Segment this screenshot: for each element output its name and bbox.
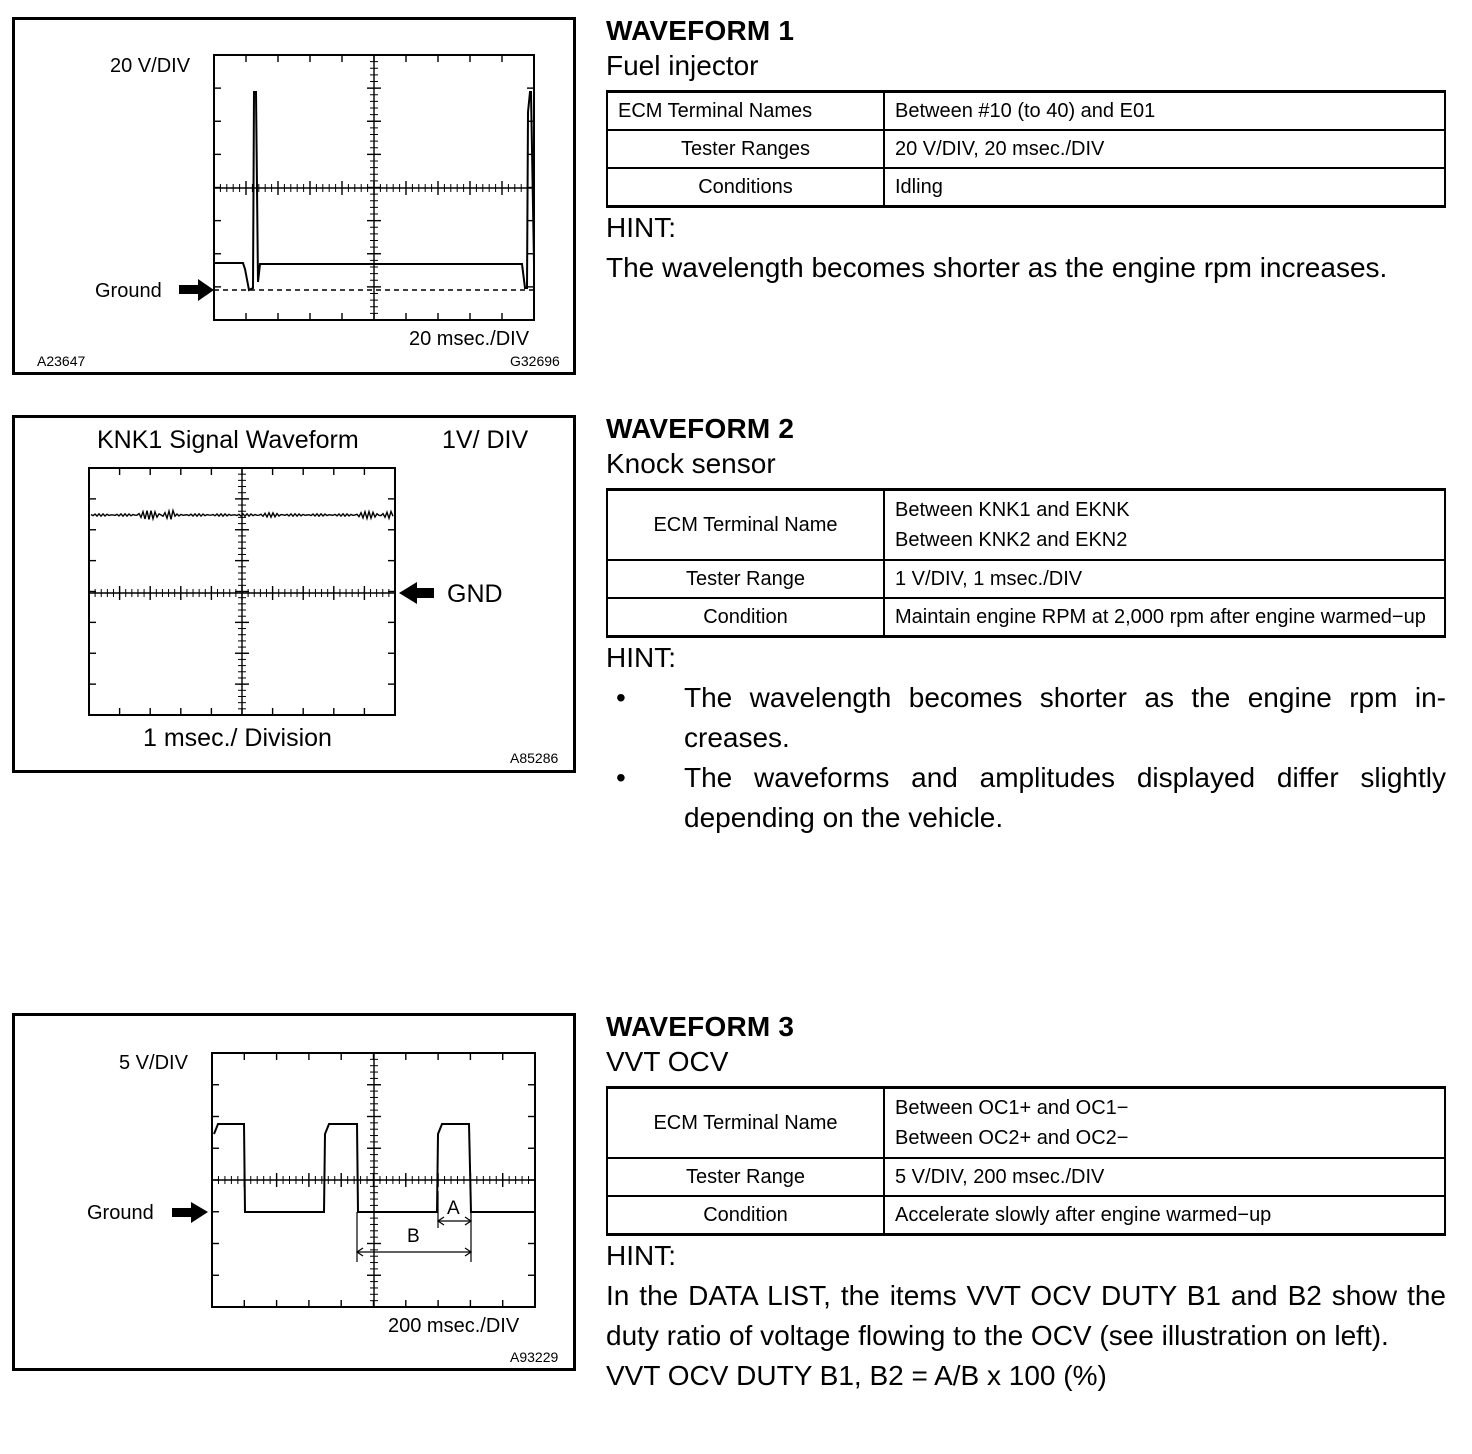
table-row [607,130,1445,168]
waveform-1-title: WAVEFORM 1 [606,15,795,46]
waveform-1-oscilloscope [15,20,573,372]
row-value: 5 V/DIV, 200 msec./DIV [884,1158,1445,1196]
waveform-3-figure [12,1013,576,1371]
waveform-3-spec-table [606,1086,1446,1236]
gnd-arrow-icon [399,582,434,604]
table-row [607,490,1445,561]
waveform-2-figure [12,415,576,773]
row-label: ECM Terminal Name [607,490,884,561]
row-value: 1 V/DIV, 1 msec./DIV [884,560,1445,598]
waveform-2-text [606,412,1446,838]
table-row [607,560,1445,598]
waveform-2-oscilloscope [15,418,573,770]
signal-title: KNK1 Signal Waveform [97,426,359,454]
row-label: Condition [607,598,884,637]
waveform-1-figure [12,17,576,375]
ground-label: Ground [87,1202,154,1224]
row-value-line: Between KNK2 and EKN2 [895,529,1128,551]
figure-code: A85286 [510,750,559,766]
row-label: Conditions [607,168,884,207]
waveform-3-oscilloscope [15,1016,573,1368]
volts-label: 20 V/DIV [110,55,191,77]
figure-code-right: G32696 [510,353,560,369]
waveform-2-title: WAVEFORM 2 [606,413,795,444]
hint-bullets [606,678,1446,838]
waveform-3-title: WAVEFORM 3 [606,1011,795,1042]
row-label: Condition [607,1196,884,1235]
figure-code: A93229 [510,1349,559,1365]
row-value: Maintain engine RPM at 2,000 rpm after engine warmed−up [884,598,1445,637]
duty-formula: VVT OCV DUTY B1, B2 = A/B x 100 (%) [606,1360,1107,1391]
waveform-1-subtitle: Fuel injector [606,50,759,81]
row-value: Idling [884,168,1445,207]
volts-label: 5 V/DIV [119,1052,188,1074]
table-row [607,1196,1445,1235]
row-label: ECM Terminal Name [607,1088,884,1159]
marker-a: A [447,1198,460,1219]
waveform-3-subtitle: VVT OCV [606,1046,729,1077]
hint-label: HINT: [606,212,676,243]
row-value-line: Between KNK1 and EKNK [895,499,1130,521]
hint-text: In the DATA LIST, the items VVT OCV DUTY B1 and B2 show the duty ratio of voltage flowing to the OCV (see illustration on left). [606,1280,1446,1351]
row-value-line: Between OC2+ and OC2− [895,1127,1129,1149]
graticule [89,468,395,715]
table-row [607,598,1445,637]
hint-label: HINT: [606,642,676,673]
row-value: 20 V/DIV, 20 msec./DIV [884,130,1445,168]
row-label: Tester Range [607,560,884,598]
waveform-2-subtitle: Knock sensor [606,448,776,479]
row-label: ECM Terminal Names [607,92,884,131]
graticule [212,1053,535,1307]
waveform-2-spec-table [606,488,1446,638]
row-value [884,1088,1445,1159]
row-value [884,490,1445,561]
hint-text: The wavelength becomes shorter as the engine rpm increases. [606,252,1388,283]
figure-code-left: A23647 [37,353,86,369]
ground-arrow-icon [172,1202,208,1223]
ground-label: Ground [95,280,162,302]
ground-arrow-icon [179,279,214,301]
table-row [607,1158,1445,1196]
row-label: Tester Ranges [607,130,884,168]
row-label: Tester Range [607,1158,884,1196]
table-row [607,168,1445,207]
table-row [607,92,1445,131]
hint-label: HINT: [606,1240,676,1271]
time-label: 200 msec./DIV [388,1315,520,1337]
time-label: 20 msec./DIV [409,328,530,350]
waveform-1-spec-table [606,90,1446,208]
time-label: 1 msec./ Division [143,724,332,752]
waveform-3-text [606,1010,1446,1396]
waveform-1-text [606,14,1446,288]
list-item: • The waveforms and amplitudes displayed differ slightly depending on the vehicle. [606,758,1446,838]
row-value-line: Between OC1+ and OC1− [895,1097,1129,1119]
table-row [607,1088,1445,1159]
row-value: Accelerate slowly after engine warmed−up [884,1196,1445,1235]
bullet-icon: • [616,762,626,793]
graticule [214,55,534,320]
list-item: • The wavelength becomes shorter as the engine rpm in-creases. [606,678,1446,758]
volts-label: 1V/ DIV [442,426,529,454]
row-value: Between #10 (to 40) and E01 [884,92,1445,131]
gnd-label: GND [447,580,503,608]
bullet-icon: • [616,682,626,713]
marker-b: B [407,1226,420,1247]
